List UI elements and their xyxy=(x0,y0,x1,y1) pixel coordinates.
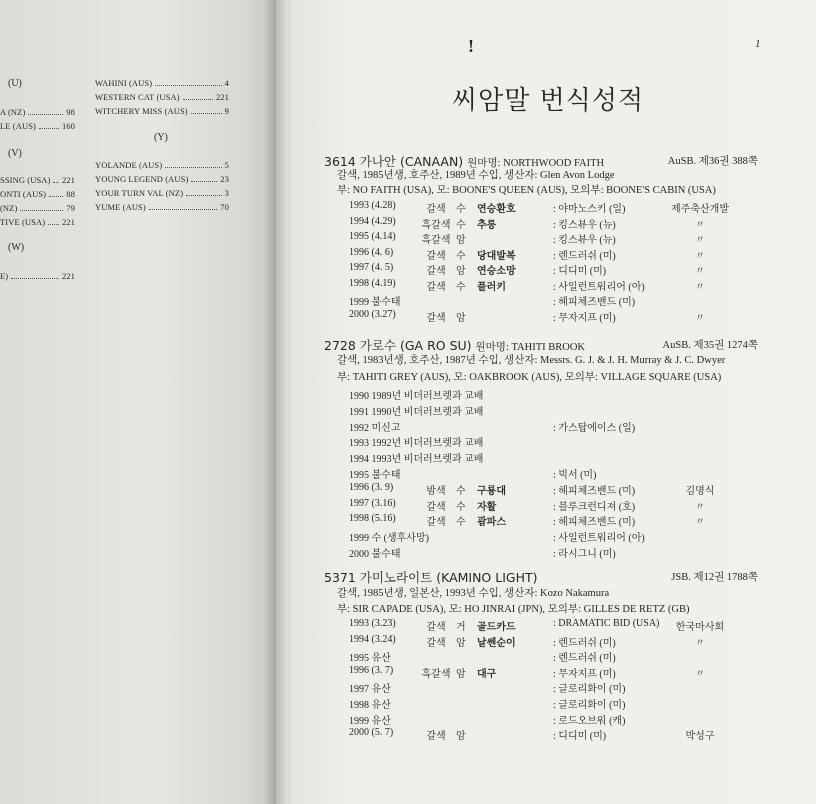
record-color: 흑갈색 xyxy=(421,668,451,680)
record-sex: 암 xyxy=(456,312,466,324)
record-year: 1996 (4. 6) xyxy=(349,246,394,258)
index-letter-y: (Y) xyxy=(154,132,168,143)
record-year: 1997 (3.16) xyxy=(349,497,396,509)
index-entry: A (NZ) 98 xyxy=(0,107,75,117)
record-color: 갈색 xyxy=(426,312,446,324)
record-color: 갈색 xyxy=(426,266,446,277)
record-owner: 제주축산개발 xyxy=(671,204,729,215)
record-owner: 〃 xyxy=(695,312,705,324)
record-year: 1994 (4.29) xyxy=(349,215,396,227)
entry-info: 갈색, 1983년생, 호주산, 1987년 수입, 생산자: Messrs. G. J. & J. H. Murray & J. C. Dwyer xyxy=(337,355,726,366)
record-year: 1992 미신고 xyxy=(349,422,401,434)
record-sire: : 라시그니 (미) xyxy=(553,549,616,560)
index-entry: E) 221 xyxy=(0,271,75,281)
record-color: 갈색 xyxy=(426,204,446,215)
record-sire: : 글로리화이 (미) xyxy=(553,700,626,711)
entry-info: 갈색, 1985년생, 일본산, 1993년 수입, 생산자: Kozo Nakamura xyxy=(337,588,610,599)
dot-leader xyxy=(165,167,222,168)
record-sex: 수 xyxy=(456,281,466,293)
page-title: 씨암말 번식성적 xyxy=(452,86,645,116)
page-number: 1 xyxy=(755,38,761,50)
record-foal-name: 플러키 xyxy=(477,281,506,293)
record-year: 2000 불수태 xyxy=(349,549,401,560)
index-entry: YOUNG LEGEND (AUS) 23 xyxy=(95,174,229,184)
entry-heading: 3614 가나안 (CANAAN) 원마명: NORTHWOOD FAITH xyxy=(324,154,605,169)
record-color: 갈색 xyxy=(426,637,446,649)
record-color: 갈색 xyxy=(426,250,446,262)
record-foal-name: 골드카드 xyxy=(477,622,516,633)
record-sire: : 헤피체즈밴드 (미) xyxy=(553,297,636,308)
dot-leader xyxy=(49,196,63,197)
record-foal-name: 추릉 xyxy=(477,219,497,231)
record-sex: 수 xyxy=(456,219,466,231)
index-entry: LE (AUS) 160 xyxy=(0,121,75,131)
record-sex: 거 xyxy=(456,622,466,633)
record-foal-name: 괌파스 xyxy=(477,517,506,529)
entry-stud-book-ref: AuSB. 제35권 1274쪽 xyxy=(662,340,758,351)
dot-leader xyxy=(149,209,217,210)
record-year: 1999 수 (생후사망) xyxy=(349,533,429,545)
record-owner: 〃 xyxy=(695,517,705,529)
record-color: 갈색 xyxy=(426,501,446,513)
record-year: 1996 (3. 9) xyxy=(349,481,394,493)
record-sire: : 빅서 (미) xyxy=(553,470,597,481)
index-entry: WESTERN CAT (USA) 221 xyxy=(95,92,229,102)
record-owner: 〃 xyxy=(695,235,705,246)
record-sire: : 가스탑에이스 (일) xyxy=(553,422,636,434)
record-owner: 〃 xyxy=(695,266,705,277)
index-letter-u: (U) xyxy=(8,78,22,89)
index-entry: SSING (USA) 221 xyxy=(0,175,75,185)
record-sire: : 사일런트워리어 (아) xyxy=(553,281,645,293)
record-sire: : 렌드러쉬 (미) xyxy=(553,250,616,262)
record-owner: 〃 xyxy=(695,501,705,513)
record-year: 1995 불수태 xyxy=(349,470,401,481)
record-year: 2000 (5. 7) xyxy=(349,727,394,739)
record-sex: 수 xyxy=(456,501,466,513)
record-owner: 〃 xyxy=(695,250,705,262)
record-foal-name: 연승환호 xyxy=(477,204,516,215)
record-owner: 〃 xyxy=(695,668,705,680)
record-year: 1995 유산 xyxy=(349,653,391,665)
record-year: 1997 (4. 5) xyxy=(349,262,394,273)
record-sire: : 사일런트워리어 (아) xyxy=(553,533,645,545)
record-sire: : 디디미 (미) xyxy=(553,731,607,743)
record-sire: : 렌드러쉬 (미) xyxy=(553,653,616,665)
record-sire: : 디디미 (미) xyxy=(553,266,607,277)
record-sire: : 렌드러쉬 (미) xyxy=(553,637,616,649)
record-foal-name: 대구 xyxy=(477,668,497,680)
record-sex: 수 xyxy=(456,204,466,215)
entry-info: 갈색, 1985년생, 호주산, 1989년 수입, 생산자: Glen Avon Lodge xyxy=(337,170,615,181)
record-sire: : 무자지프 (미) xyxy=(553,312,616,324)
record-foal-name: 연승소망 xyxy=(477,266,516,277)
record-color: 흑갈색 xyxy=(421,219,451,231)
entry-stud-book-ref: AuSB. 제36권 388쪽 xyxy=(667,156,758,167)
index-entry: WAHINI (AUS) 4 xyxy=(95,78,229,88)
entry-stud-book-ref: JSB. 제12권 1788쪽 xyxy=(671,572,758,583)
dot-leader xyxy=(155,85,222,86)
record-year: 1993 (4.28) xyxy=(349,200,396,211)
record-color: 흑갈색 xyxy=(421,235,451,246)
record-year: 1998 (4.19) xyxy=(349,277,396,289)
record-sire: : 로드오브워 (캐) xyxy=(553,715,626,727)
index-entry: YUME (AUS) 70 xyxy=(95,202,229,212)
entry-pedigree: 부: TAHITI GREY (AUS), 모: OAKBROOK (AUS), 모의부: VILLAGE SQUARE (USA) xyxy=(337,372,722,383)
record-sire: : DRAMATIC BID (USA) xyxy=(553,618,660,629)
record-year: 2000 (3.27) xyxy=(349,308,396,320)
record-year: 1993 (3.23) xyxy=(349,618,396,629)
record-foal-name: 자활 xyxy=(477,501,497,513)
index-entry: YOUR TURN VAL (NZ) 3 xyxy=(95,188,229,198)
dot-leader xyxy=(11,278,59,279)
record-owner: 한국마사회 xyxy=(675,622,725,633)
record-color: 밤색 xyxy=(426,485,446,497)
dot-leader xyxy=(20,210,63,211)
record-owner: 〃 xyxy=(695,637,705,649)
dot-leader xyxy=(191,181,217,182)
record-year: 1996 (3. 7) xyxy=(349,664,394,676)
record-color: 갈색 xyxy=(426,731,446,743)
record-sex: 암 xyxy=(456,668,466,680)
record-year: 1995 (4.14) xyxy=(349,231,396,242)
record-sex: 암 xyxy=(456,637,466,649)
dot-leader xyxy=(183,99,213,100)
record-year: 1997 유산 xyxy=(349,684,391,696)
record-sex: 수 xyxy=(456,485,466,497)
record-sire: : 무자지프 (미) xyxy=(553,668,616,680)
dot-leader xyxy=(28,114,63,115)
record-sire: : 킹스뷰우 (뉴) xyxy=(553,219,616,231)
record-owner: 〃 xyxy=(695,281,705,293)
record-owner: 〃 xyxy=(695,219,705,231)
record-sex: 암 xyxy=(456,731,466,743)
record-sire: : 야마노스키 (일) xyxy=(553,204,626,215)
record-year: 1999 유산 xyxy=(349,715,391,727)
entry-heading: 2728 가로수 (GA RO SU) 원마명: TAHITI BROOK xyxy=(324,338,586,353)
entry-pedigree: 부: NO FAITH (USA), 모: BOONE'S QUEEN (AUS), 모의부: BOONE'S CABIN (USA) xyxy=(337,185,716,196)
entry-pedigree: 부: SIR CAPADE (USA), 모: HO JINRAI (JPN), 모의부: GILLES DE RETZ (GB) xyxy=(337,604,690,615)
index-entry: YOLANDE (AUS) 5 xyxy=(95,160,229,170)
record-sex: 수 xyxy=(456,250,466,262)
record-color: 갈색 xyxy=(426,622,446,633)
record-year: 1990 1989년 비더러브렛과 교배 xyxy=(349,391,484,402)
index-entry: WITCHERY MISS (AUS) 9 xyxy=(95,106,229,116)
record-sex: 수 xyxy=(456,517,466,529)
record-year: 1994 (3.24) xyxy=(349,633,396,645)
index-entry: TIVE (USA) 221 xyxy=(0,217,75,227)
index-letter-w: (W) xyxy=(8,242,25,253)
dot-leader xyxy=(53,182,59,183)
entry-heading: 5371 가미노라이트 (KAMINO LIGHT) xyxy=(324,570,538,585)
record-foal-name: 당대발복 xyxy=(477,250,516,262)
record-sire: : 킹스뷰우 (뉴) xyxy=(553,235,616,246)
record-owner: 박성구 xyxy=(685,731,715,743)
record-year: 1994 1993년 비더러브렛과 교배 xyxy=(349,454,484,466)
record-sex: 암 xyxy=(456,266,466,277)
record-year: 1998 (5.16) xyxy=(349,513,396,525)
printed-mark: ! xyxy=(468,36,474,56)
record-foal-name: 날쎈순이 xyxy=(477,637,516,649)
book-gutter xyxy=(264,0,292,804)
dot-leader xyxy=(186,195,222,196)
record-sex: 암 xyxy=(456,235,466,246)
record-year: 1999 불수태 xyxy=(349,297,401,308)
index-letter-v: (V) xyxy=(8,148,22,159)
record-year: 1993 1992년 비더러브렛과 교배 xyxy=(349,438,484,450)
record-color: 갈색 xyxy=(426,281,446,293)
record-sire: : 글로리화이 (미) xyxy=(553,684,626,696)
index-entry: ONTI (AUS) 88 xyxy=(0,189,75,199)
record-sire: : 헤피체즈밴드 (미) xyxy=(553,485,636,497)
index-entry: (NZ) 79 xyxy=(0,203,75,213)
dot-leader xyxy=(39,128,59,129)
record-year: 1998 유산 xyxy=(349,700,391,711)
record-sire: : 블루크런디져 (호) xyxy=(553,501,636,513)
record-owner: 김명식 xyxy=(685,485,715,497)
dot-leader xyxy=(191,113,222,114)
record-sire: : 헤피체즈밴드 (미) xyxy=(553,517,636,529)
dot-leader xyxy=(48,224,59,225)
record-year: 1991 1990년 비더러브렛과 교배 xyxy=(349,406,484,418)
record-color: 갈색 xyxy=(426,517,446,529)
record-foal-name: 구룡대 xyxy=(477,485,506,497)
